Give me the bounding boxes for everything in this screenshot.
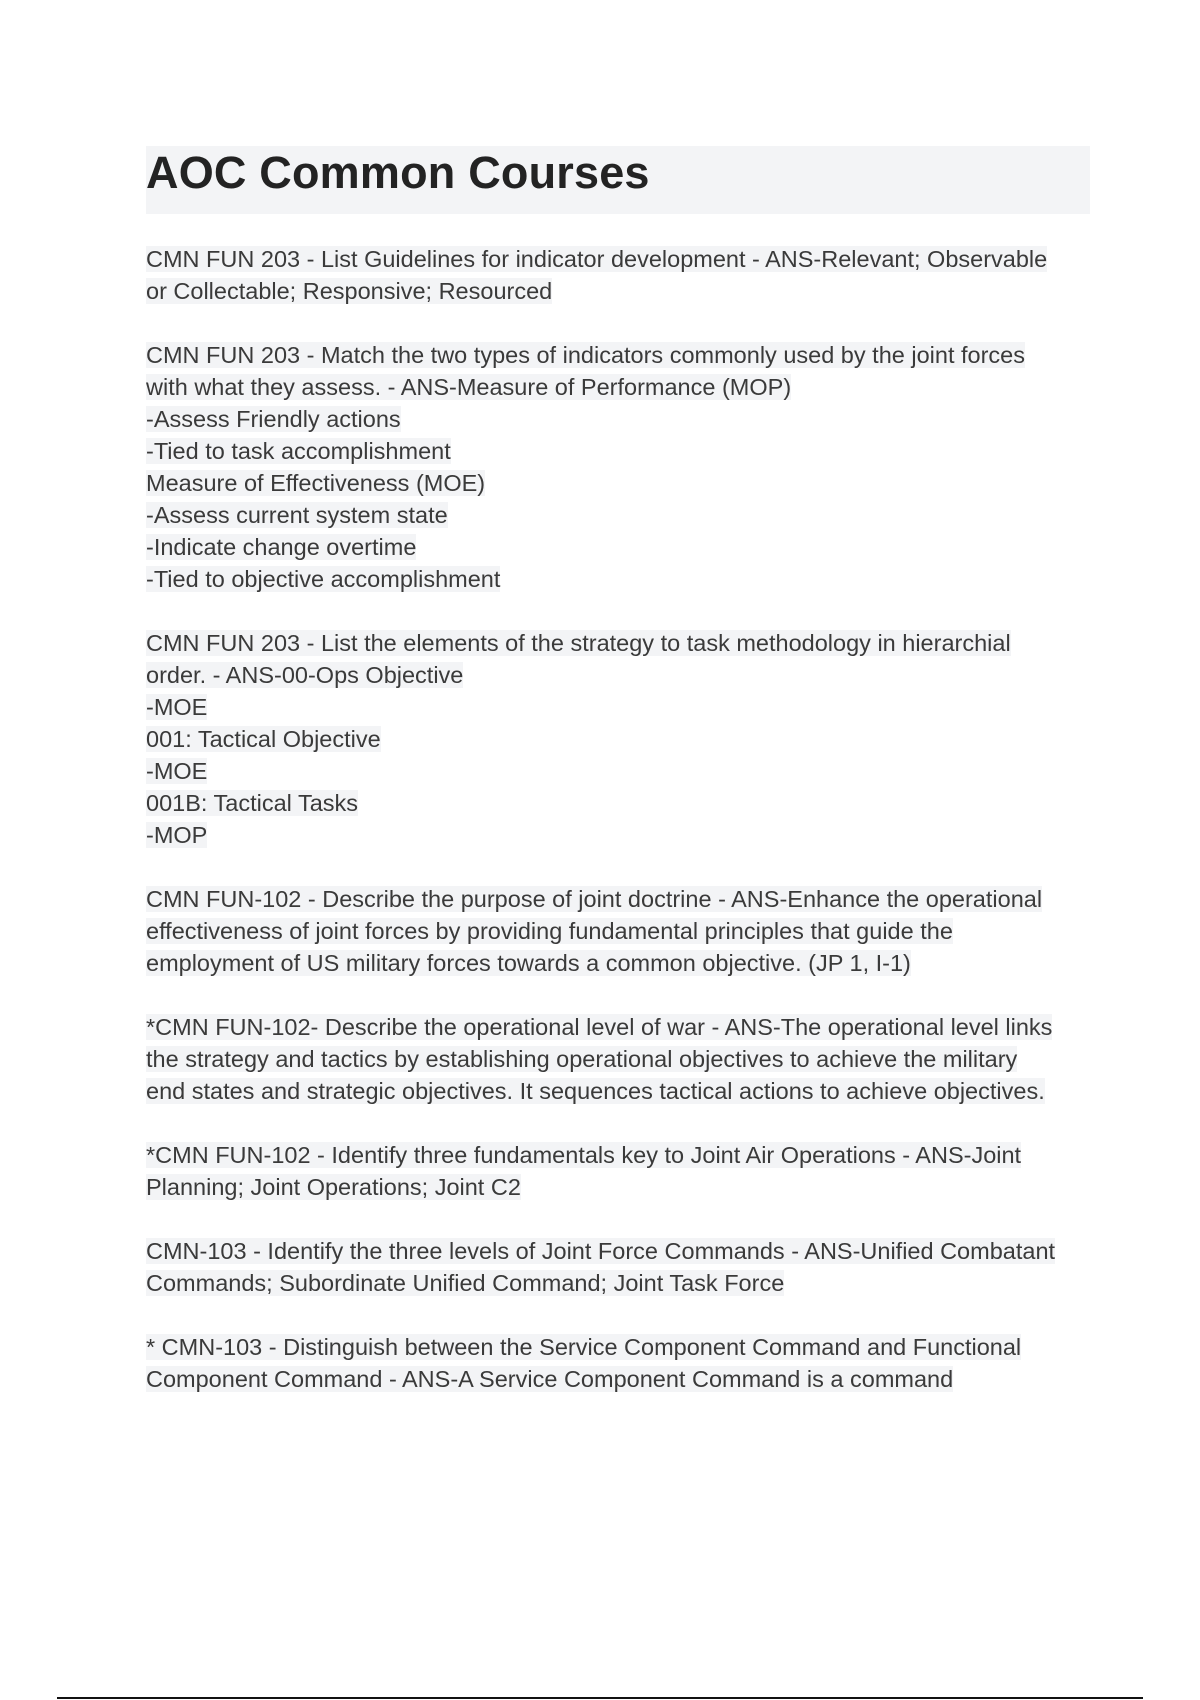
- text-line: the strategy and tactics by establishing operational objectives to achieve the military: [146, 1046, 1018, 1072]
- text-line: effectiveness of joint forces by providing fundamental principles that guide the: [146, 918, 953, 944]
- text-line: -MOE: [146, 694, 208, 720]
- text-line: -Assess current system state: [146, 502, 448, 528]
- text-line: Component Command - ANS-A Service Component Command is a command: [146, 1366, 954, 1392]
- qa-entry: [146, 1011, 1096, 1107]
- text-line: *CMN FUN-102 - Identify three fundamentals key to Joint Air Operations - ANS-Joint: [146, 1142, 1022, 1168]
- text-line: 001B: Tactical Tasks: [146, 790, 359, 816]
- text-line: *CMN FUN-102- Describe the operational level of war - ANS-The operational level links: [146, 1014, 1053, 1040]
- text-line: -MOP: [146, 822, 208, 848]
- text-line: * CMN-103 - Distinguish between the Service Component Command and Functional: [146, 1334, 1022, 1360]
- text-line: CMN FUN 203 - List the elements of the strategy to task methodology in hierarchial: [146, 630, 1011, 656]
- text-line: 001: Tactical Objective: [146, 726, 381, 752]
- text-line: Measure of Effectiveness (MOE): [146, 470, 486, 496]
- text-line: with what they assess. - ANS-Measure of Performance (MOP): [146, 374, 792, 400]
- text-line: end states and strategic objectives. It sequences tactical actions to achieve objectives.: [146, 1078, 1045, 1104]
- text-line: CMN FUN-102 - Describe the purpose of joint doctrine - ANS-Enhance the operational: [146, 886, 1043, 912]
- text-line: CMN-103 - Identify the three levels of Joint Force Commands - ANS-Unified Combatant: [146, 1238, 1056, 1264]
- text-line: order. - ANS-00-Ops Objective: [146, 662, 464, 688]
- text-line: employment of US military forces towards a common objective. (JP 1, I-1): [146, 950, 911, 976]
- qa-entry: [146, 883, 1096, 979]
- text-line: Planning; Joint Operations; Joint C2: [146, 1174, 521, 1200]
- text-line: -MOE: [146, 758, 208, 784]
- text-line: -Tied to task accomplishment: [146, 438, 451, 464]
- page-bottom-rule: [57, 1697, 1143, 1699]
- text-line: -Indicate change overtime: [146, 534, 417, 560]
- qa-entry: [146, 627, 1096, 851]
- qa-entry: [146, 243, 1096, 307]
- text-line: Commands; Subordinate Unified Command; Joint Task Force: [146, 1270, 785, 1296]
- document-body: [146, 243, 1096, 1427]
- qa-entry: [146, 1235, 1096, 1299]
- text-line: or Collectable; Responsive; Resourced: [146, 278, 553, 304]
- qa-entry: [146, 339, 1096, 595]
- qa-entry: [146, 1331, 1096, 1395]
- text-line: -Assess Friendly actions: [146, 406, 401, 432]
- qa-entry: [146, 1139, 1096, 1203]
- page-title: AOC Common Courses: [146, 147, 650, 198]
- text-line: CMN FUN 203 - List Guidelines for indicator development - ANS-Relevant; Observable: [146, 246, 1048, 272]
- text-line: CMN FUN 203 - Match the two types of indicators commonly used by the joint forces: [146, 342, 1025, 368]
- text-line: -Tied to objective accomplishment: [146, 566, 501, 592]
